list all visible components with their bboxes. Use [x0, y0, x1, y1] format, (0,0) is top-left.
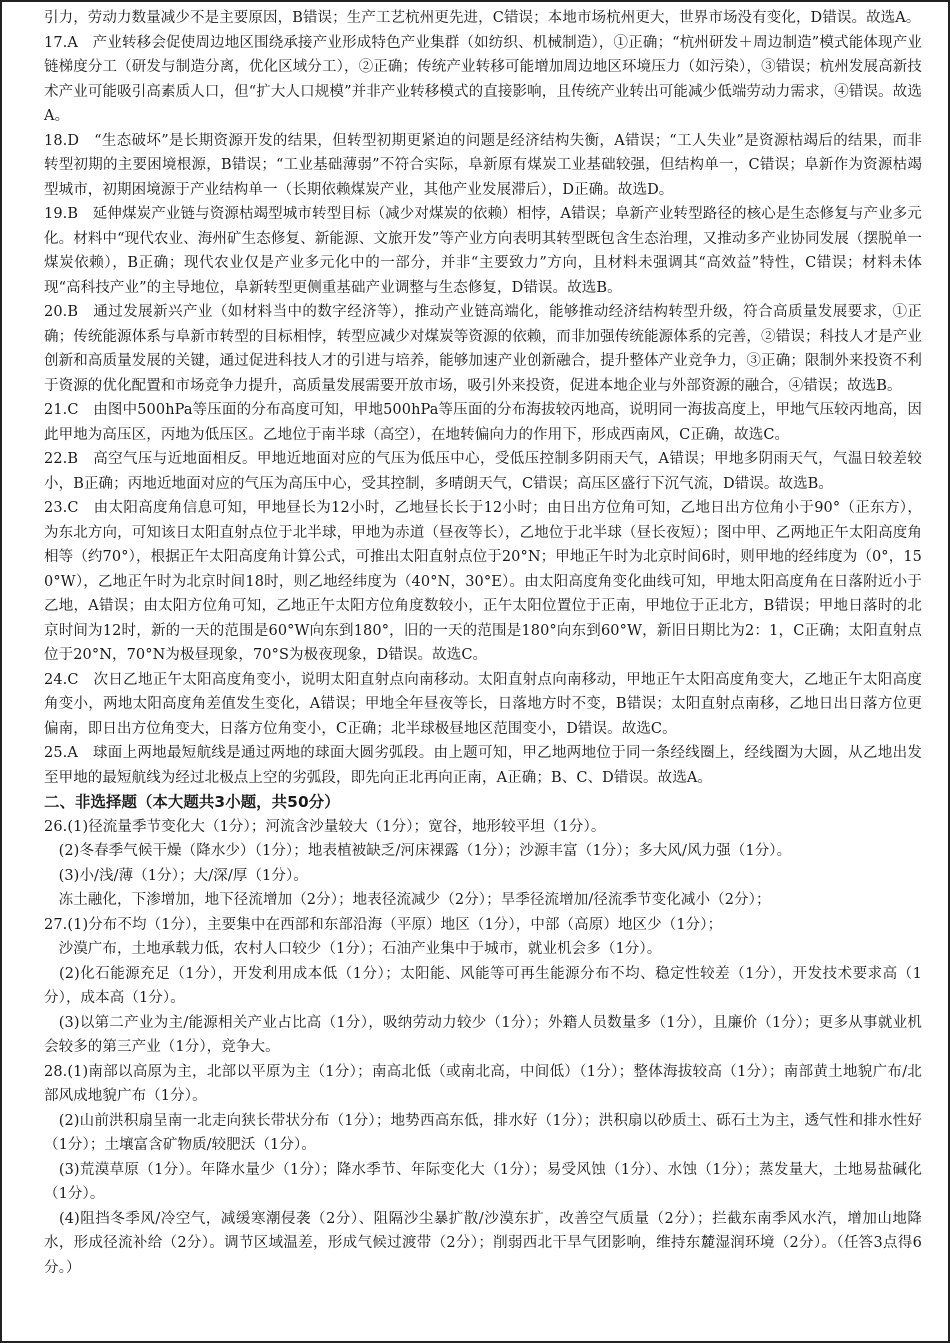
answer-28-3: (3)荒漠草原（1分）。年降水量少（1分）；降水季节、年际变化大（1分）；易受风蚀（1分）、水蚀（1分）；蒸发量大，土地易盐碱化（1分）。 [44, 1161, 922, 1202]
answer-28-2: (2)山前洪积扇呈南一北走向狭长带状分布（1分）；地势西高东低，排水好（1分）；洪积扇以砂质土、砾石土为主，透气性和排水性好（1分）；土壤富含矿物质/较肥沃（1分）。 [44, 1112, 922, 1153]
answer-26-1: 26.(1)径流量季节变化大（1分）；河流含沙量较大（1分）；宽谷，地形较平坦（1分）。 [44, 818, 606, 835]
section-heading: 二、非选择题（本大题共3小题，共50分） [44, 793, 340, 811]
answer-paragraph-18: 18.D “生态破坏”是长期资源开发的结果，但转型初期更紧迫的问题是经济结构失衡，A错误；“工人失业”是资源枯竭后的结果，而非转型初期的主要困境根源，B错误；“工业基础薄弱”不符合实际，阜新原有煤炭工业基础较强，但结构单一，C错误；阜新作为资源枯竭型城市，初期困境源于产业结构单一（长期依赖煤炭产业，其他产业发展滞后），D正确。故选D。 [44, 132, 922, 198]
answer-paragraph-21: 21.C 由图中500hPa等压面的分布高度可知，甲地500hPa等压面的分布海拔较丙地高，说明同一海拔高度上，甲地气压较丙地高，因此甲地为高压区，丙地为低压区。乙地位于南半球（高空），在地转偏向力的作用下，形成西南风，C正确，故选C。 [44, 402, 922, 443]
answer-27-1-cont: 沙漠广布，土地承载力低，农村人口较少（1分）；石油产业集中于城市，就业机会多（1分）。 [44, 941, 662, 957]
answer-27-2: (2)化石能源充足（1分），开发利用成本低（1分）；太阳能、风能等可再生能源分布不均、稳定性较差（1分），开发技术要求高（1分），成本高（1分）。 [44, 965, 922, 1006]
answer-paragraph-16-tail: 引力，劳动力数量减少不是主要原因，B错误；生产工艺杭州更先进，C错误；本地市场杭州更大，世界市场没有变化，D错误。故选A。 [44, 10, 921, 26]
answer-paragraph-19: 19.B 延伸煤炭产业链与资源枯竭型城市转型目标（减少对煤炭的依赖）相悖，A错误；阜新产业转型路径的核心是生态修复与产业多元化。材料中“现代农业、海州矿生态修复、新能源、文旅开发”等产业方向表明其转型既包含生态治理，又推动多产业协同发展（摆脱单一煤炭依赖），B正确；现代农业仅是产业多元化中的一部分，并非“主要致力”方向，且材料未强调其“高效益”特性，C错误；材料未体现“高科技产业”的主导地位，阜新转型更侧重基础产业调整与生态修复，D错误。故选B。 [44, 206, 922, 296]
answer-27-3: (3)以第二产业为主/能源相关产业占比高（1分），吸纳劳动力较少（1分）；外籍人员数量多（1分），且廉价（1分）；更多从事就业机会较多的第三产业（1分），竞争大。 [44, 1014, 922, 1055]
answer-26-4: 冻土融化，下渗增加，地下径流增加（2分）；地表径流减少（2分）；旱季径流增加/径流季节变化减小（2分）； [44, 892, 771, 908]
page-content [44, 6, 922, 1280]
answer-paragraph-23: 23.C 由太阳高度角信息可知，甲地昼长为12小时，乙地昼长长于12小时；由日出方位角可知，乙地日出方位角小于90°（正东方），为东北方向，可知该日太阳直射点位于北半球，甲地为赤道（昼夜等长），乙地位于北半球（昼长夜短）；图中甲、乙两地正午太阳高度角相等（约70°），根据正午太阳高度角计算公式，可推出太阳直射点位于20°N；甲地正午时为北京时间6时，则甲地的经纬度为（0°，150°W），乙地正午时为北京时间18时，则乙地经纬度为（40°N，30°E）。由太阳高度角变化曲线可知，甲地太阳高度角在日落附近小于乙地，A错误；由太阳方位角可知，乙地正午太阳方位角度数较小，正午太阳位置位于正南，甲地位于正北方，B错误；甲地日落时的北京时间为12时，新的一天的范围是60°W向东到180°，旧的一天的范围是180°向东到60°W，新旧日期比为2：1，C正确；太阳直射点位于20°N，70°N为极昼现象，70°S为极夜现象，D错误。故选C。 [44, 500, 922, 663]
answer-paragraph-17: 17.A 产业转移会促使周边地区围绕承接产业形成特色产业集群（如纺织、机械制造），①正确；“杭州研发＋周边制造”模式能体现产业链梯度分工（研发与制造分离，优化区域分工），②正确；传统产业转移可能增加周边地区环境压力（如污染），③错误；杭州发展高新技术产业可能吸引高素质人口，但“扩大人口规模”并非产业转移模式的直接影响，且传统产业转出可能减少低端劳动力需求，④错误。故选A。 [44, 34, 922, 124]
answer-28-4: (4)阻挡冬季风/冷空气，减缓寒潮侵袭（2分）、阻隔沙尘暴扩散/沙漠东扩，改善空气质量（2分）；拦截东南季风水汽，增加山地降水，形成径流补给（2分）。调节区域温差，形成气候过渡带（2分）；削弱西北干旱气团影响，维持东麓湿润环境（2分）。（任答3点得6分。） [44, 1210, 922, 1276]
answer-paragraph-20: 20.B 通过发展新兴产业（如材料当中的数字经济等），推动产业链高端化，能够推动经济结构转型升级，符合高质量发展要求，①正确；传统能源体系与阜新市转型的目标相悖，转型应减少对煤炭等资源的依赖，而非加强传统能源体系的完善，②错误；科技人才是产业创新和高质量发展的关键，通过促进科技人才的引进与培养，能够加速产业创新融合，提升整体产业竞争力，③正确；限制外来投资不利于资源的优化配置和市场竞争力提升，高质量发展需要开放市场，吸引外来投资，促进本地企业与外部资源的融合，④错误；故选B。 [44, 304, 922, 394]
answer-26-3: (3)小/浅/薄（1分）；大/深/厚（1分）。 [44, 867, 308, 884]
answer-28-1: 28.(1)南部以高原为主，北部以平原为主（1分）；南高北低（或南北高，中间低）（1分）；整体海拔较高（1分）；南部黄土地貌广布/北部风成地貌广布（1分）。 [44, 1063, 922, 1104]
answer-27-1: 27.(1)分布不均（1分），主要集中在西部和东部沿海（平原）地区（1分），中部（高原）地区少（1分）； [44, 916, 723, 933]
answer-paragraph-25: 25.A 球面上两地最短航线是通过两地的球面大圆劣弧段。由上题可知，甲乙地两地位于同一条经线圈上，经线圈为大圆，从乙地出发至甲地的最短航线为经过北极点上空的劣弧段，即先向正北再向正南，A正确；B、C、D错误。故选A。 [44, 745, 922, 786]
answer-paragraph-24: 24.C 次日乙地正午太阳高度角变小，说明太阳直射点向南移动。太阳直射点向南移动，甲地正午太阳高度角变大，乙地正午太阳高度角变小，两地太阳高度角差值发生变化，A错误；甲地全年昼夜等长，日落地方时不变，B错误；太阳直射点南移，乙地日出日落方位更偏南，即日出方位角变大，日落方位角变小，C正确；北半球极昼地区范围变小，D错误。故选C。 [44, 671, 922, 737]
answer-paragraph-22: 22.B 高空气压与近地面相反。甲地近地面对应的气压为低压中心，受低压控制多阴雨天气，A错误；甲地多阴雨天气，气温日较差较小，B正确；丙地近地面对应的气压为高压中心，受其控制，多晴朗天气，C错误；高压区盛行下沉气流，D错误。故选B。 [44, 451, 922, 492]
answer-26-2: (2)冬春季气候干燥（降水少）（1分）；地表植被缺乏/河床裸露（1分）；沙源丰富（1分）；多大风/风力强（1分）。 [44, 843, 792, 859]
